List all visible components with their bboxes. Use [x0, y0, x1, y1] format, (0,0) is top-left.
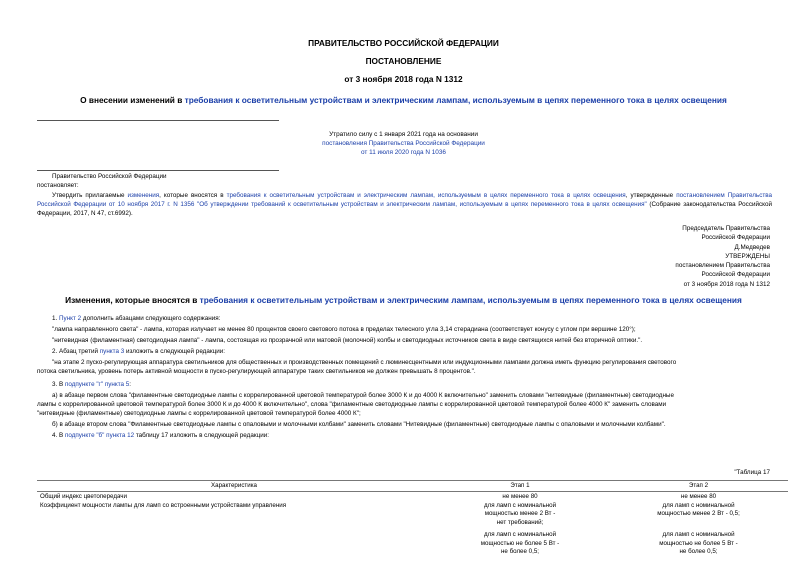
doc-title	[0, 95, 807, 105]
doc-title-link[interactable]: требования к осветительным устройствам и электрическим лампам, используемым в цепях переменного тока в целях освещения	[184, 95, 727, 105]
table-cell: не менее 80	[502, 493, 538, 500]
item-3-a-line-1: а) в абзаце первом слова "филаментные светодиодные лампы с коррелированной цветовой температурой более 3000 К и до 4000 К включительно" заменить словами "нитевидные (филаментные) светодиодные	[52, 392, 674, 399]
table-cell: Общий индекс цветопередачи	[40, 493, 127, 500]
table-caption: "Таблица 17	[734, 469, 770, 476]
preamble-text-a: Утвердить прилагаемые	[52, 192, 128, 199]
approved-line-2: Российской Федерации	[701, 271, 770, 279]
cell-line: для ламп с номинальной	[483, 502, 557, 509]
changes-title-link[interactable]: требования к осветительным устройствам и электрическим лампам, используемым в цепях переменного тока в целях освещения	[199, 295, 742, 305]
item-3-a-line-3: "нитевидные (филаментные) светодиодные лампы с коррелированной цветовой температурой более 4000 К";	[37, 410, 361, 417]
table-row	[37, 501, 788, 557]
preamble-text-d: (Собрание законодательства Российской Федерации, 2017, N 47, ст.6992).	[37, 200, 773, 217]
item-4	[52, 432, 269, 439]
table-cell	[431, 501, 609, 557]
link-subpoint-g-point-5[interactable]: подпункте "г" пункта 5	[64, 381, 130, 388]
signature-block	[675, 224, 770, 289]
approved-line-3: от 3 ноября 2018 года N 1312	[683, 280, 770, 288]
table-header-stage-2: Этап 2	[609, 481, 788, 492]
link-changes[interactable]: изменения	[127, 192, 160, 199]
status-note	[0, 130, 807, 157]
divider	[37, 120, 279, 121]
cell-line: мощностью не более 5 Вт -	[659, 539, 738, 547]
item-1-num: 1.	[52, 315, 60, 322]
item-1-text: дополнить абзацами следующего содержания:	[81, 315, 221, 322]
cell-spacer	[612, 519, 785, 531]
item-2	[52, 348, 225, 355]
table-header-row	[37, 481, 788, 492]
status-line-1: Утратило силу с 1 января 2021 года на основании	[329, 131, 478, 138]
preamble-text-b: , которые вносятся в	[159, 192, 227, 199]
cell-line: для ламп с номинальной	[662, 502, 735, 509]
preamble-line-1: Правительство Российской Федерации	[52, 173, 167, 180]
item-1-quote-2: "нитевидная (филаментная) светодиодная лампа" - лампа, состоящая из прозрачной или матовой (молочной) колбы и светодиодных источников света в виде светящихся нитей без вторичной оптики.".	[52, 337, 643, 344]
item-2-quote-2: потока светильника, уровень потерь активной мощности в пуско-регулирующей аппаратуре таких светильников не должен превышать 8 процентов.".	[37, 368, 476, 375]
cell-line: не более 0,5;	[679, 548, 718, 556]
item-2-quote-1: "на этапе 2 пуско-регулирующая аппаратура светильников для общественных и производственных помещений с люминесцентными или индукционными лампами должна иметь функцию регулирования светового	[52, 359, 677, 366]
preamble-paragraph	[37, 192, 772, 219]
link-requirements[interactable]: требования к осветительным устройствам и электрическим лампам, используемым в целях переменного тока в целях освещения	[226, 192, 626, 199]
cell-line: нет требований;	[496, 518, 544, 526]
status-link-1[interactable]: постановления Правительства Российской Федерации	[322, 140, 485, 147]
cell-line: мощностью менее 2 Вт - 0,5;	[657, 510, 740, 518]
table-cell: не менее 80	[680, 493, 717, 500]
cell-line: для ламп с номинальной	[483, 531, 557, 539]
table-header-stage-1: Этап 1	[431, 481, 609, 492]
item-4-text-b: таблицу 17 изложить в следующей редакции:	[134, 432, 269, 439]
table-row	[37, 492, 788, 502]
item-1-quote-1: "лампа направленного света" - лампа, которая излучает не менее 80 процентов своего светового потока в пределах телесного угла 3,14 стерадиана (соответствует конусу с углом при вершине 120°);	[52, 326, 636, 333]
signature-role-2: Российской Федерации	[701, 234, 770, 242]
table-17	[37, 480, 788, 557]
item-3-b-line: б) в абзаце втором слова "Филаментные светодиодные лампы с опаловыми и молочными колбами" заменить словами "Нитевидные (филаментные) светодиодные лампы с опаловыми и молочными колбами".	[52, 421, 666, 428]
doc-type: ПОСТАНОВЛЕНИЕ	[365, 56, 442, 66]
cell-line: мощностью не более 5 Вт -	[480, 539, 560, 547]
item-1	[52, 315, 220, 322]
item-3	[52, 381, 131, 388]
preamble-line-2: постановляет:	[37, 182, 79, 189]
signature-role-1: Председатель Правительства	[682, 225, 770, 232]
cell-line: мощностью менее 2 Вт -	[484, 510, 556, 518]
item-2-text-b: изложить в следующей редакции:	[124, 348, 225, 355]
changes-title	[0, 295, 807, 305]
preamble-text-c: , утвержденные	[625, 192, 674, 199]
link-resolution-1356-end[interactable]: целях освещения"	[592, 200, 647, 208]
cell-line: для ламп с номинальной	[662, 531, 735, 539]
changes-title-prefix: Изменения, которые вносятся в	[65, 295, 200, 305]
item-3-a-line-2: лампы с коррелированной цветовой температурой более 3000 К и до 4000 К включительно", слова "филаментные светодиодные лампы с коррелированной цветовой температурой более 4000 К" заменить словами	[37, 401, 667, 408]
status-link-2[interactable]: от 11 июля 2020 года N 1036	[361, 149, 446, 156]
link-resolution-1356[interactable]: постановлением Правительства Российской Федерации от 10 ноября 2017 г. N 1356 "Об утверждении требований к осветительным устройствам и электрическим лампам, используемым в цепях переменного тока в	[37, 192, 773, 208]
approved-line-1: постановлением Правительства	[675, 262, 770, 270]
table-header-characteristic: Характеристика	[37, 481, 431, 492]
table-cell	[609, 501, 788, 557]
doc-date-number: от 3 ноября 2018 года N 1312	[344, 74, 463, 84]
item-3-text-a: 3. В	[52, 381, 65, 388]
cell-line: не более 0,5;	[501, 548, 539, 556]
link-point-3[interactable]: пункта 3	[99, 348, 125, 355]
link-point-2[interactable]: Пункт 2	[59, 315, 82, 322]
item-2-text-a: 2. Абзац третий	[52, 348, 100, 355]
item-3-text-b: :	[129, 381, 132, 388]
item-4-text-a: 4. В	[52, 432, 65, 439]
link-subpoint-b-point-12[interactable]: подпункте "б" пункта 12	[64, 432, 135, 439]
table-cell: Коэффициент мощности лампы для ламп со встроенными устройствами управления	[40, 502, 287, 509]
approved-label: УТВЕРЖДЕНЫ	[725, 252, 770, 260]
doc-title-prefix: О внесении изменений в	[80, 95, 185, 105]
divider	[37, 170, 279, 171]
government-name: ПРАВИТЕЛЬСТВО РОССИЙСКОЙ ФЕДЕРАЦИИ	[308, 38, 499, 48]
signature-name: Д.Медведев	[734, 243, 770, 251]
